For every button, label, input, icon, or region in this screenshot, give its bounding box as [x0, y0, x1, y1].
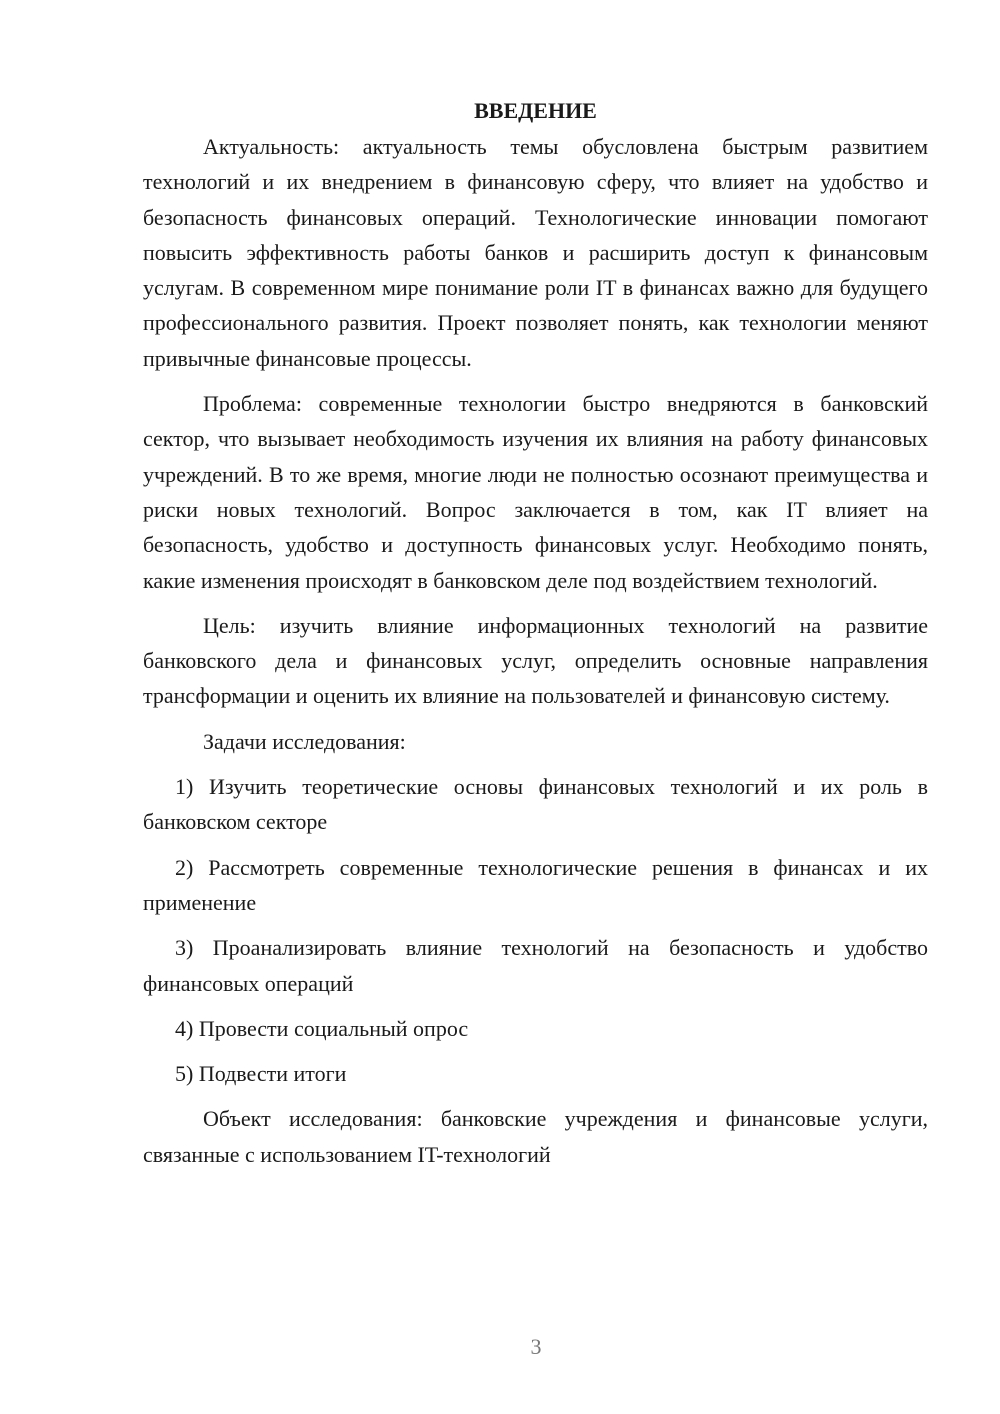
- object-paragraph: Объект исследования: банковские учреждения и финансовые услуги, связанные с использованием IT-технологий: [143, 1106, 928, 1167]
- task-item-3: 3) Проанализировать влияние технологий на безопасность и удобство финансовых операций: [143, 935, 928, 996]
- task-item-1: 1) Изучить теоретические основы финансовых технологий и их роль в банковском секторе: [143, 774, 928, 835]
- task-item-4: 4) Провести социальный опрос: [175, 1015, 469, 1041]
- page-number: 3: [530, 1334, 542, 1359]
- section-heading: ВВЕДЕНИЕ: [474, 98, 597, 123]
- problem-paragraph: Проблема: современные технологии быстро внедряются в банковский сектор, что вызывает необходимость изучения их влияния на работу финансовых учреждений. В то же время, многие люди не полностью осознают преимущества и риски новых технологий. Вопрос заключается в том, как IT влияет на безопасность, удобство и доступность финансовых услуг. Необходимо понять, какие изменения происходят в банковском деле под воздействием технологий.: [143, 391, 928, 593]
- page-content: [143, 93, 928, 1172]
- task-item-5: 5) Подвести итоги: [175, 1061, 347, 1087]
- goal-paragraph: Цель: изучить влияние информационных технологий на развитие банковского дела и финансовых услуг, определить основные направления трансформации и оценить их влияние на пользователей и финансовую систему.: [143, 612, 928, 709]
- relevance-paragraph: Актуальность: актуальность темы обусловлена быстрым развитием технологий и их внедрением в финансовую сферу, что влияет на удобство и безопасность финансовых операций. Технологические инновации помогают повысить эффективность работы банков и расширить доступ к финансовым услугам. В современном мире понимание роли IT в финансах важно для будущего профессионального развития. Проект позволяет понять, как технологии меняют привычные финансовые процессы.: [143, 134, 928, 371]
- tasks-heading: Задачи исследования:: [203, 728, 406, 754]
- task-item-2: 2) Рассмотреть современные технологические решения в финансах и их применение: [143, 854, 928, 915]
